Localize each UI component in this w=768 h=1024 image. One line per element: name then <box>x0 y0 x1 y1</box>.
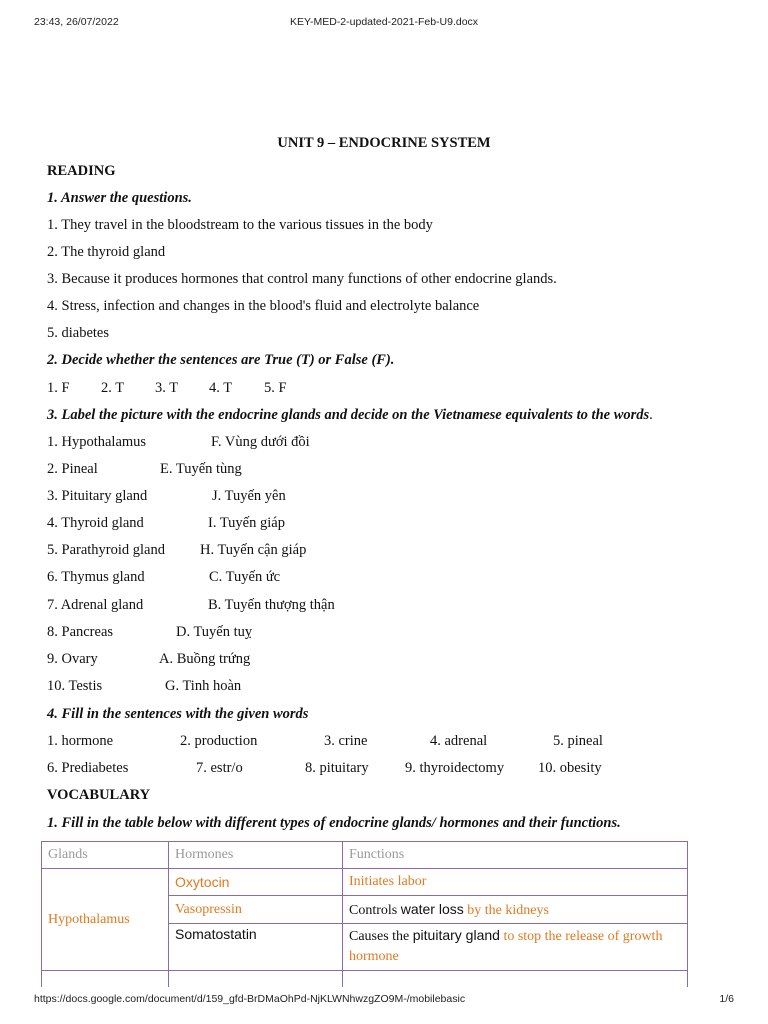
q3-vietnamese-term: G. Tinh hoàn <box>165 678 242 694</box>
table-row-partial <box>42 971 688 987</box>
q2-answer: 1. F <box>47 380 70 396</box>
q3-english-term: 7. Adrenal gland <box>47 597 144 613</box>
gland-cell: Hypothalamus <box>42 869 169 971</box>
vocabulary-heading: VOCABULARY <box>47 787 151 803</box>
q4-word: 9. thyroidectomy <box>405 760 505 776</box>
q3-row <box>47 678 447 698</box>
unit-title: UNIT 9 – ENDOCRINE SYSTEM <box>277 135 491 151</box>
q3-vietnamese-term: A. Buồng trứng <box>159 651 251 667</box>
q3-row <box>47 515 447 535</box>
function-text: Controls <box>349 902 401 918</box>
function-cell <box>343 924 688 971</box>
header-functions: Functions <box>343 842 688 869</box>
q3-vietnamese-term: D. Tuyến tuỵ <box>176 624 253 640</box>
q3-english-term: 5. Parathyroid gland <box>47 542 165 558</box>
q1-heading: 1. Answer the questions. <box>47 190 192 206</box>
q3-english-term: 10. Testis <box>47 678 103 694</box>
q3-english-term: 3. Pituitary gland <box>47 488 148 504</box>
q2-answer: 5. F <box>264 380 287 396</box>
q4-word-row <box>47 760 667 780</box>
q4-word: 4. adrenal <box>430 733 488 749</box>
glands-hormones-table <box>41 841 688 987</box>
function-cell: Initiates labor <box>343 869 688 896</box>
q4-word: 2. production <box>180 733 258 749</box>
reading-heading: READING <box>47 163 116 179</box>
q4-heading: 4. Fill in the sentences with the given words <box>47 706 309 722</box>
q3-english-term: 2. Pineal <box>47 461 98 477</box>
q3-english-term: 1. Hypothalamus <box>47 434 147 450</box>
q3-row <box>47 542 447 562</box>
q2-answer: 3. T <box>155 380 179 396</box>
print-doc-title: KEY-MED-2-updated-2021-Feb-U9.docx <box>289 16 479 28</box>
function-text-answer: to stop the release of growth hormone <box>349 929 663 964</box>
hormone-cell: Somatostatin <box>169 924 343 971</box>
q3-vietnamese-term: B. Tuyến thượng thận <box>208 597 335 613</box>
q3-heading <box>47 407 653 424</box>
function-text-answer: by the kidneys <box>463 902 549 918</box>
print-url: https://docs.google.com/document/d/159_gfd-BrDMaOhPd-NjKLWNhwzgZO9M-/mobilebasic <box>34 993 466 1005</box>
table-header-row <box>42 842 688 869</box>
q4-word: 8. pituitary <box>305 760 369 776</box>
function-keyword: pituitary gland <box>412 927 500 943</box>
q4-word: 5. pineal <box>553 733 603 749</box>
q1-answer: 5. diabetes <box>47 325 110 341</box>
hormone-cell: Vasopressin <box>169 896 343 924</box>
q2-answer: 2. T <box>101 380 125 396</box>
q3-heading-text: 3. Label the picture with the endocrine glands and decide on the Vietnamese equivalents to the words <box>47 407 650 423</box>
print-header <box>0 16 768 30</box>
q1-answer: 4. Stress, infection and changes in the blood's fluid and electrolyte balance <box>47 298 480 314</box>
empty-cell <box>343 971 688 987</box>
q3-row <box>47 597 447 617</box>
table-row <box>42 869 688 896</box>
header-hormones: Hormones <box>169 842 343 869</box>
print-datetime: 23:43, 26/07/2022 <box>34 16 119 28</box>
q4-word: 3. crine <box>324 733 368 749</box>
q4-word: 1. hormone <box>47 733 114 749</box>
q3-english-term: 9. Ovary <box>47 651 98 667</box>
q3-english-term: 8. Pancreas <box>47 624 114 640</box>
q3-vietnamese-term: C. Tuyến ức <box>209 569 281 585</box>
q3-vietnamese-term: J. Tuyến yên <box>212 488 286 504</box>
q3-row <box>47 488 447 508</box>
function-keyword: water loss <box>400 900 464 917</box>
header-glands: Glands <box>42 842 169 869</box>
q3-vietnamese-term: E. Tuyến tùng <box>160 461 242 477</box>
function-cell <box>343 896 688 924</box>
q2-heading: 2. Decide whether the sentences are True (T) or False (F). <box>47 352 395 368</box>
vocab-q1-heading: 1. Fill in the table below with different types of endocrine glands/ hormones and their functions. <box>47 815 621 831</box>
q3-row <box>47 434 447 454</box>
q4-word-row <box>47 733 667 753</box>
q3-vietnamese-term: H. Tuyến cận giáp <box>200 542 307 558</box>
empty-cell <box>42 971 169 987</box>
q3-english-term: 6. Thymus gland <box>47 569 145 585</box>
q1-answer: 2. The thyroid gland <box>47 244 166 260</box>
q3-heading-period: . <box>649 407 653 423</box>
q3-row <box>47 569 447 589</box>
q1-answer: 3. Because it produces hormones that control many functions of other endocrine glands. <box>47 271 557 287</box>
q4-word: 10. obesity <box>538 760 602 776</box>
q3-row <box>47 651 447 671</box>
hormone-cell: Oxytocin <box>169 869 343 896</box>
q3-row <box>47 461 447 481</box>
page-number: 1/6 <box>719 993 734 1005</box>
q3-row <box>47 624 447 644</box>
q4-word: 6. Prediabetes <box>47 760 129 776</box>
q3-english-term: 4. Thyroid gland <box>47 515 144 531</box>
q3-vietnamese-term: F. Vùng dưới đồi <box>211 434 310 450</box>
function-text: Causes the <box>349 929 413 944</box>
print-footer <box>0 993 768 1007</box>
q1-answer: 1. They travel in the bloodstream to the various tissues in the body <box>47 217 433 233</box>
q4-word: 7. estr/o <box>196 760 243 776</box>
empty-cell <box>169 971 343 987</box>
q2-answers <box>47 380 347 400</box>
q2-answer: 4. T <box>209 380 233 396</box>
q3-vietnamese-term: I. Tuyến giáp <box>208 515 285 531</box>
